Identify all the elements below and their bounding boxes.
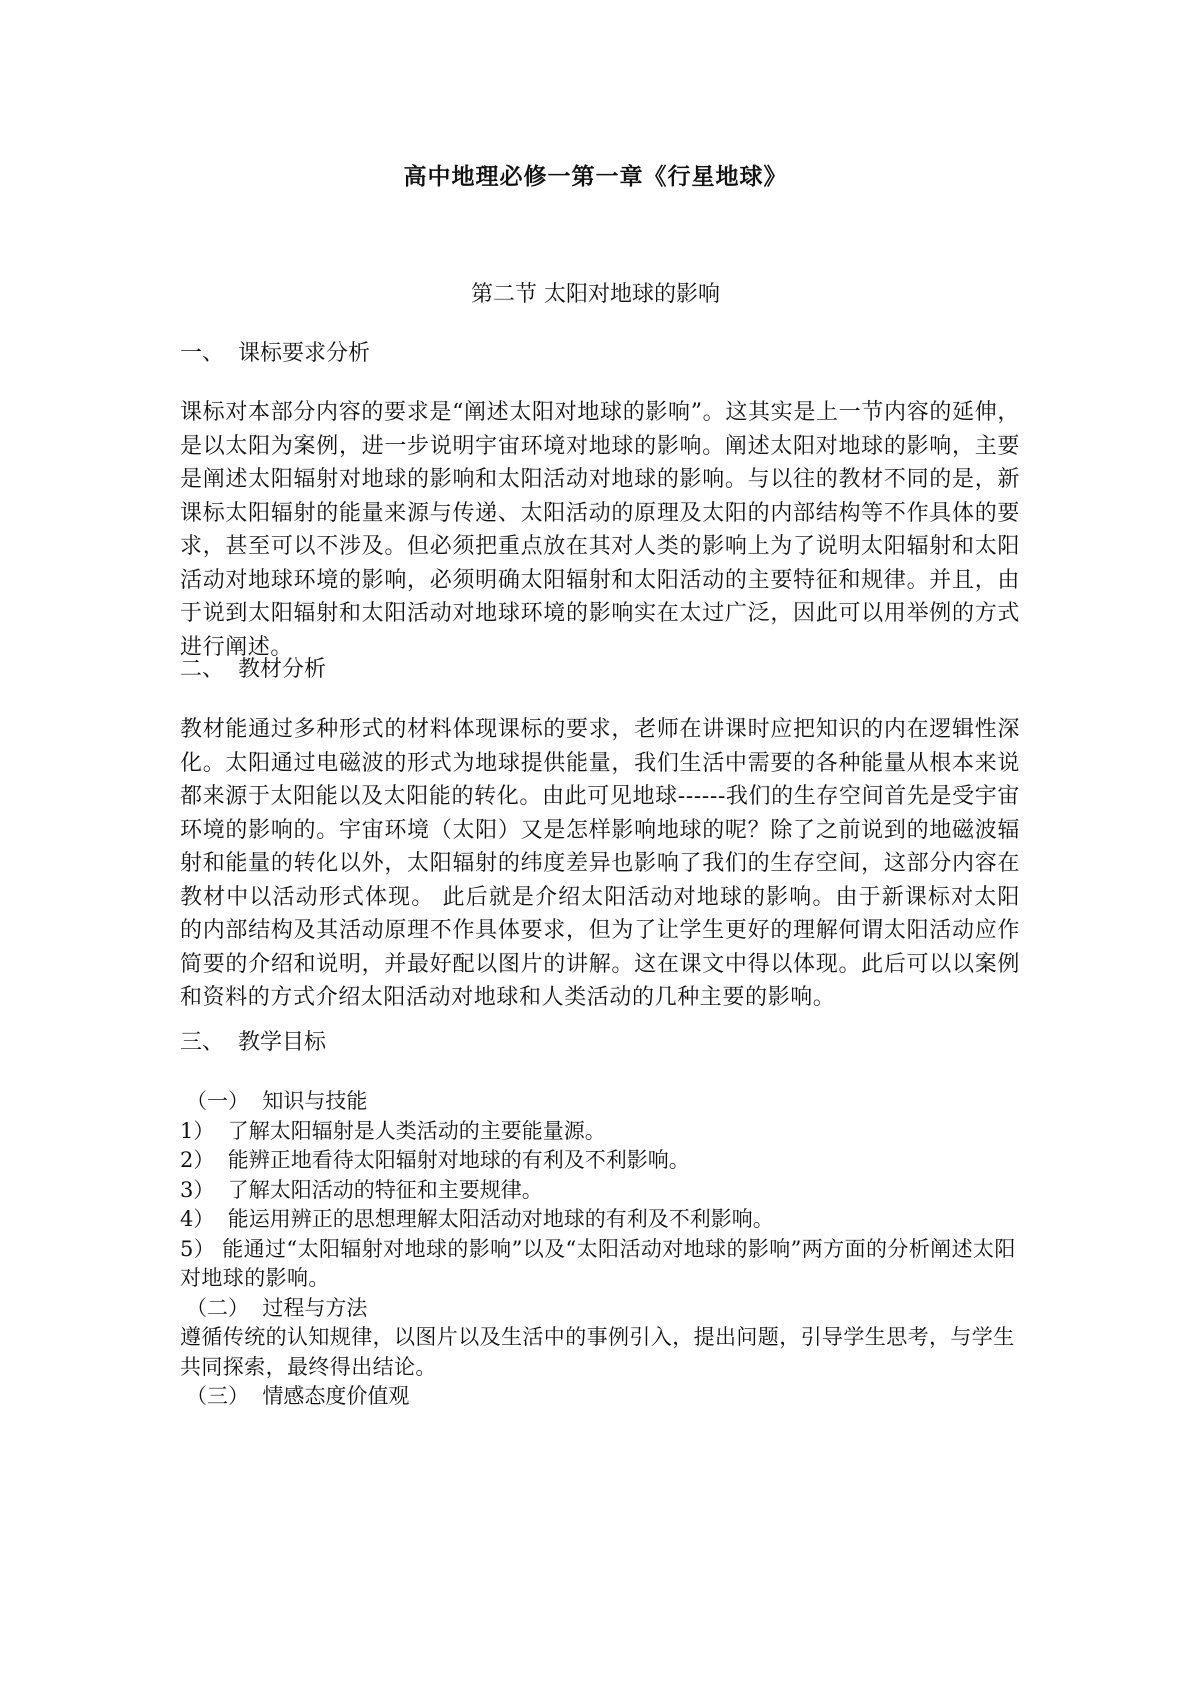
list-item: 1） 了解太阳辐射是人类活动的主要能量源。 xyxy=(180,1118,606,1143)
list-item: 3） 了解太阳活动的特征和主要规律。 xyxy=(180,1177,543,1202)
list-item: 5） 能通过“太阳辐射对地球的影响”以及“太阳活动对地球的影响”两方面的分析阐述太阳对地球的影响。 xyxy=(180,1236,1016,1290)
subheading-knowledge-skills: （一） 知识与技能 xyxy=(186,1089,368,1113)
section-subtitle: 第二节 太阳对地球的影响 xyxy=(471,282,720,307)
subheading-emotion-values: （三） 情感态度价值观 xyxy=(186,1384,410,1408)
subheading-process-method: （二） 过程与方法 xyxy=(186,1295,368,1320)
document-title: 高中地理必修一第一章《行星地球》 xyxy=(403,163,788,190)
teaching-goals-list xyxy=(180,1087,1020,1412)
list-item: 2） 能辨正地看待太阳辐射对地球的有利及不利影响。 xyxy=(180,1148,690,1172)
heading-teaching-goals: 三、 教学目标 xyxy=(180,1030,326,1055)
heading-curriculum-analysis: 一、 课标要求分析 xyxy=(180,341,370,366)
paragraph-curriculum-analysis: 课标对本部分内容的要求是“阐述太阳对地球的影响”。这其实是上一节内容的延伸，是以太阳为案例，进一步说明宇宙环境对地球的影响。阐述太阳对地球的影响，主要是阐述太阳辐射对地球的影响和太阳活动对地球的影响。与以往的教材不同的是，新课标太阳辐射的能量来源与传递、太阳活动的原理及太阳的内部结构等不作具体的要求，甚至可以不涉及。但必须把重点放在其对人类的影响上为了说明太阳辐射和太阳活动对地球环境的影响，必须明确太阳辐射和太阳活动的主要特征和规律。并且，由于说到太阳辐射和太阳活动对地球环境的影响实在太过广泛，因此可以用举例的方式进行阐述。 xyxy=(180,400,1020,660)
process-method-text: 遵循传统的认知规律，以图片以及生活中的事例引入，提出问题，引导学生思考，与学生共同探索，最终得出结论。 xyxy=(180,1325,1015,1379)
paragraph-textbook-analysis: 教材能通过多种形式的材料体现课标的要求，老师在讲课时应把知识的内在逻辑性深化。太阳通过电磁波的形式为地球提供能量，我们生活中需要的各种能量从根本来说都来源于太阳能以及太阳能的转化。由此可见地球------我们的生存空间首先是受宇宙环境的影响的。宇宙环境（太阳）又是怎样影响地球的呢？除了之前说到的地磁波辐射和能量的转化以外，太阳辐射的纬度差异也影响了我们的生存空间，这部分内容在教材中以活动形式体现。 此后就是介绍太阳活动对地球的影响。由于新课标对太阳的内部结构及其活动原理不作具体要求，但为了让学生更好的理解何谓太阳活动应作简要的介绍和说明，并最好配以图片的讲解。这在课文中得以体现。此后可以以案例和资料的方式介绍太阳活动对地球和人类活动的几种主要的影响。 xyxy=(180,717,1020,1010)
heading-textbook-analysis: 二、 教材分析 xyxy=(180,657,326,682)
list-item: 4） 能运用辨正的思想理解太阳活动对地球的有利及不利影响。 xyxy=(180,1207,774,1231)
